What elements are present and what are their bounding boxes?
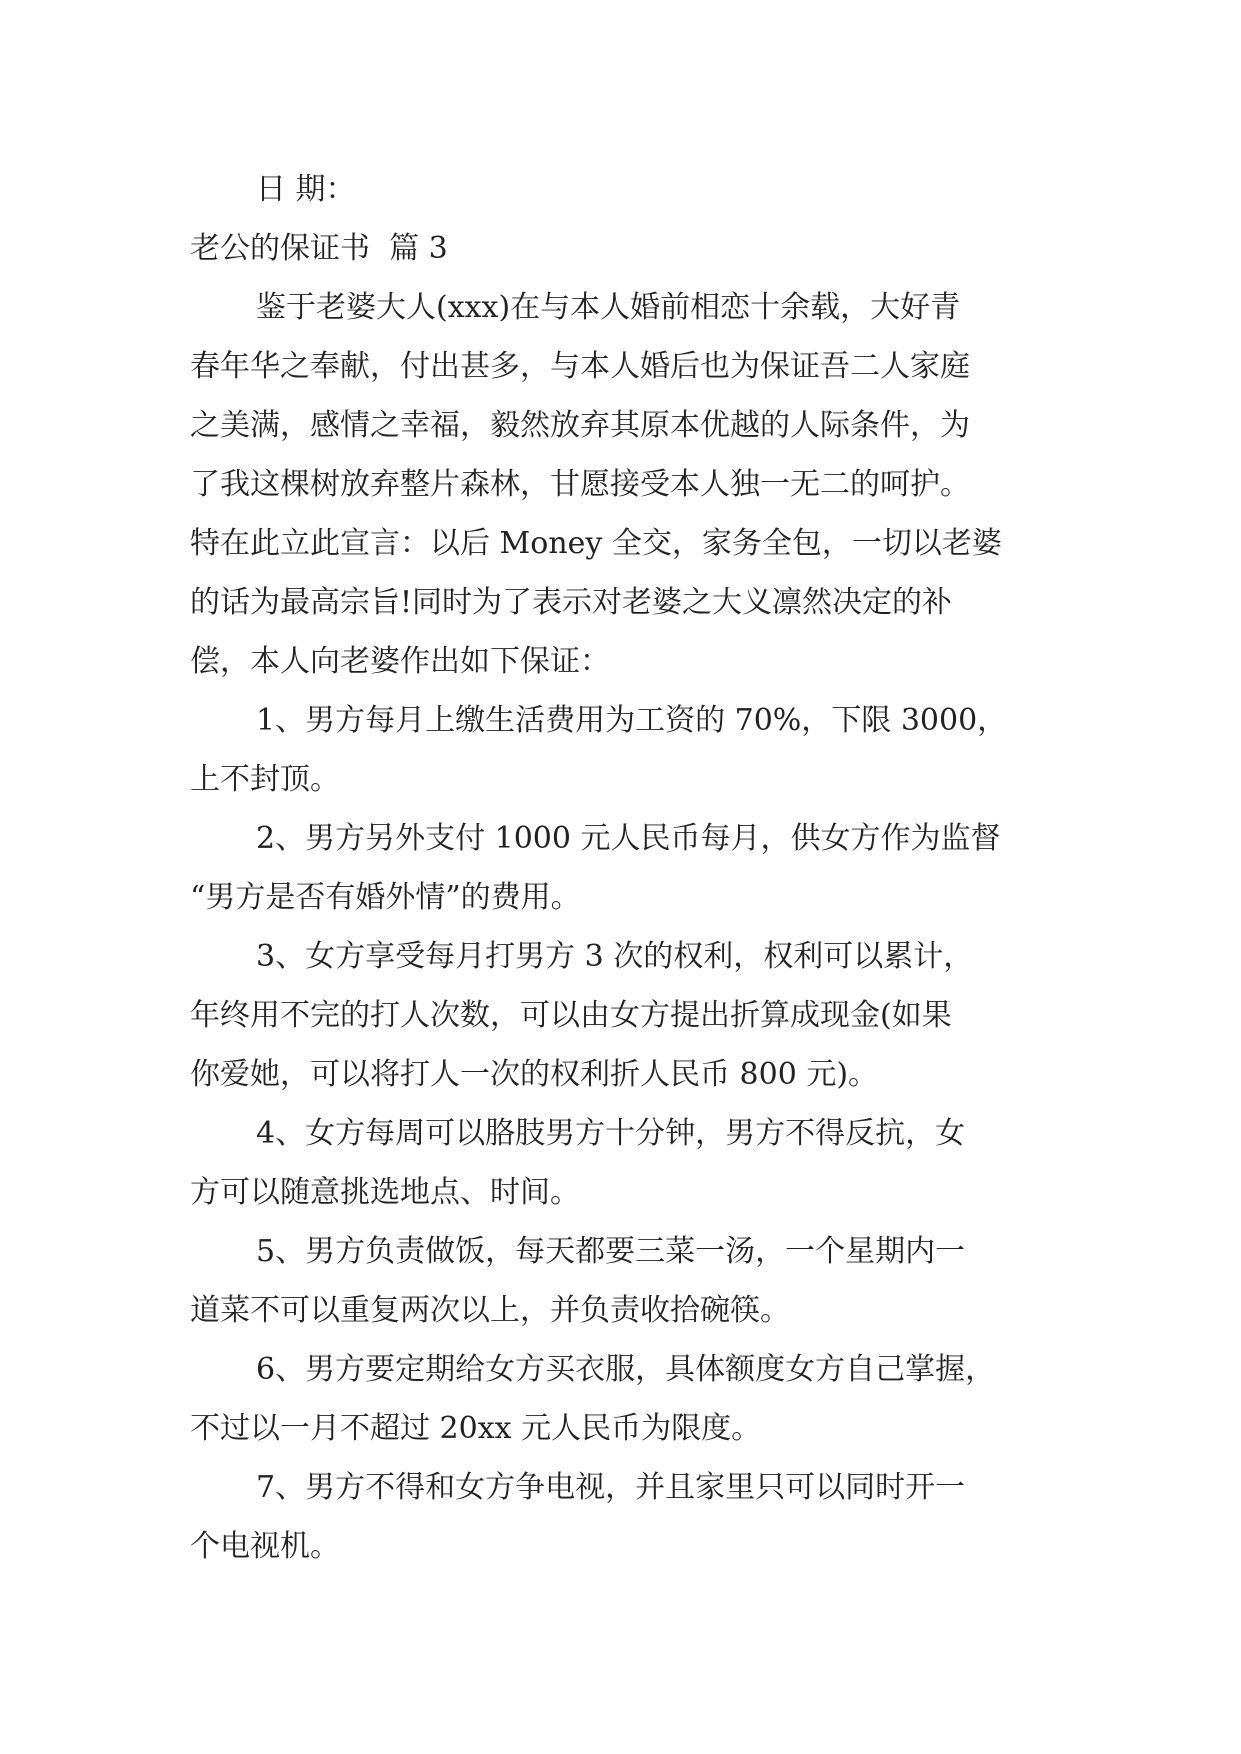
clause-line: 3、女方享受每月打男方 3 次的权利，权利可以累计，: [256, 939, 974, 974]
clause-line: 不过以一月不超过 20xx 元人民币为限度。: [190, 1411, 762, 1446]
intro-line: 偿，本人向老婆作出如下保证：: [190, 644, 610, 679]
intro-line: 之美满，感情之幸福，毅然放弃其原本优越的人际条件，为: [190, 408, 970, 443]
clause-line: 上不封顶。: [190, 762, 340, 797]
intro-paragraph: [190, 278, 1050, 691]
clause-6: [190, 1340, 1050, 1458]
clause-4: [190, 1104, 1050, 1222]
clause-2: [190, 809, 1050, 927]
intro-line: 特在此立此宣言：以后 Money 全交，家务全包，一切以老婆: [190, 526, 1002, 561]
clause-line: 7、男方不得和女方争电视，并且家里只可以同时开一: [256, 1470, 966, 1505]
clause-3: [190, 927, 1050, 1104]
document-body: [190, 160, 1050, 1576]
clause-7: [190, 1458, 1050, 1576]
clause-line: 道菜不可以重复两次以上，并负责收拾碗筷。: [190, 1293, 790, 1328]
clause-line: 4、女方每周可以胳肢男方十分钟，男方不得反抗，女: [256, 1116, 966, 1151]
clause-line: 6、男方要定期给女方买衣服，具体额度女方自己掌握，: [256, 1352, 996, 1387]
clause-line: 个电视机。: [190, 1529, 340, 1564]
intro-line: 春年华之奉献，付出甚多，与本人婚后也为保证吾二人家庭: [190, 349, 970, 384]
intro-line: 的话为最高宗旨!同时为了表示对老婆之大义凛然决定的补: [190, 585, 953, 620]
clause-1: [190, 691, 1050, 809]
clause-line: 1、男方每月上缴生活费用为工资的 70%，下限 3000，: [256, 703, 1008, 738]
date-label: 日 期：: [256, 172, 356, 207]
clause-line: 年终用不完的打人次数，可以由女方提出折算成现金(如果: [190, 998, 952, 1033]
clause-line: 2、男方另外支付 1000 元人民币每月，供女方作为监督: [256, 821, 1001, 856]
intro-line: 鉴于老婆大人(xxx)在与本人婚前相恋十余载，大好青: [256, 290, 961, 325]
clause-line: 你爱她，可以将打人一次的权利折人民币 800 元)。: [190, 1057, 879, 1092]
clause-line: 方可以随意挑选地点、时间。: [190, 1175, 580, 1210]
clause-5: [190, 1222, 1050, 1340]
document-title: 老公的保证书 篇 3: [190, 231, 448, 266]
clause-line: “男方是否有婚外情”的费用。: [190, 880, 581, 915]
clause-line: 5、男方负责做饭，每天都要三菜一汤，一个星期内一: [256, 1234, 966, 1269]
intro-line: 了我这棵树放弃整片森林，甘愿接受本人独一无二的呵护。: [190, 467, 970, 502]
